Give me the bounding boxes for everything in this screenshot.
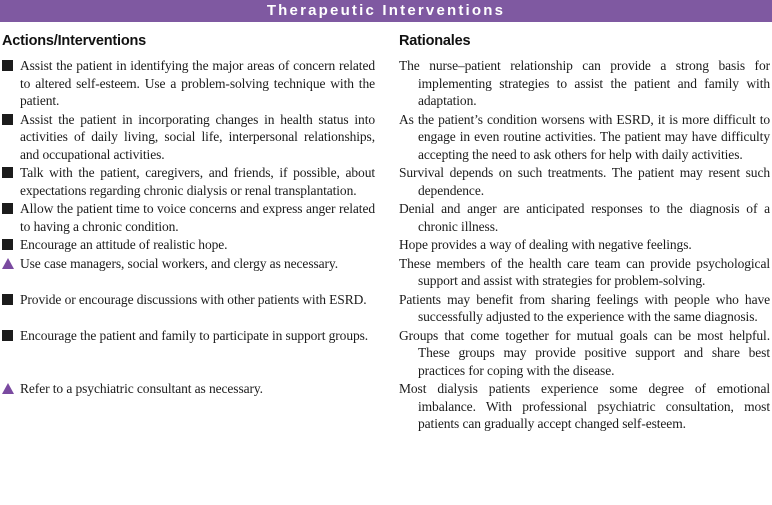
action-text: Provide or encourage discussions with other patients with ESRD. bbox=[20, 291, 367, 307]
table-row-action bbox=[2, 57, 375, 110]
action-text: Encourage an attitude of realistic hope. bbox=[20, 237, 228, 252]
square-bullet-icon bbox=[2, 294, 13, 305]
square-bullet-icon bbox=[2, 203, 13, 214]
triangle-bullet-icon bbox=[2, 383, 14, 394]
square-bullet-icon bbox=[2, 60, 13, 71]
table-row-rationale: The nurse–patient relationship can provide a strong basis for implementing strategies to assist the patient and family with adaptation. bbox=[399, 58, 770, 108]
table-row-rationale: Patients may benefit from sharing feelings with people who have successfully adjusted to the experience with the same diagnosis. bbox=[399, 291, 770, 324]
table-row-action bbox=[2, 236, 375, 254]
table-title: Therapeutic Interventions bbox=[266, 2, 506, 19]
table-row-rationale: Groups that come together for mutual goals can be most helpful. These groups may provide positive support and share best practices for coping with the disease. bbox=[399, 327, 770, 378]
table-row-action bbox=[2, 327, 375, 380]
square-bullet-icon bbox=[2, 239, 13, 250]
table-row-action bbox=[2, 200, 375, 235]
table-row-rationale: Most dialysis patients experience some degree of emotional imbalance. With professional psychiatric consultation, most patients can gradually accept changed self-esteem. bbox=[399, 381, 770, 431]
square-bullet-icon bbox=[2, 330, 13, 341]
table-row-action bbox=[2, 164, 375, 199]
table-row-action bbox=[2, 380, 375, 433]
action-text: Assist the patient in incorporating changes in health status into activities of daily living, social life, interpersonal relationships, and occupational activities. bbox=[20, 111, 375, 162]
square-bullet-icon bbox=[2, 114, 13, 125]
action-text: Use case managers, social workers, and clergy as necessary. bbox=[20, 255, 338, 271]
table-title-bar bbox=[0, 0, 772, 22]
triangle-bullet-icon bbox=[2, 258, 14, 269]
table-row-rationale: These members of the health care team can provide psychological support and assist with strategies for problem-solving. bbox=[399, 255, 770, 288]
actions-column-header: Actions/Interventions bbox=[2, 33, 147, 49]
square-bullet-icon bbox=[2, 167, 13, 178]
table-row-rationale: Hope provides a way of dealing with negative feelings. bbox=[399, 237, 692, 252]
table-row-rationale: Survival depends on such treatments. The patient may resent such dependence. bbox=[399, 165, 770, 198]
table-row-action bbox=[2, 111, 375, 164]
action-text: Refer to a psychiatric consultant as necessary. bbox=[20, 381, 263, 396]
interventions-table bbox=[0, 57, 772, 433]
table-row-action bbox=[2, 255, 375, 290]
rationales-column-header: Rationales bbox=[399, 33, 471, 49]
column-headers bbox=[0, 33, 772, 49]
action-text: Assist the patient in identifying the major areas of concern related to altered self-esteem. Use a problem-solving technique with the patient. bbox=[20, 58, 375, 108]
action-text: Allow the patient time to voice concerns and express anger related to having a chronic condition. bbox=[20, 201, 375, 234]
table-row-action bbox=[2, 291, 375, 326]
table-row-rationale: As the patient’s condition worsens with ESRD, it is more difficult to engage in even routine activities. The patient may have difficulty accepting the need to ask others for help with daily activities. bbox=[399, 111, 770, 162]
action-text: Encourage the patient and family to participate in support groups. bbox=[20, 327, 369, 343]
table-row-rationale: Denial and anger are anticipated responses to the diagnosis of a chronic illness. bbox=[399, 201, 770, 234]
action-text: Talk with the patient, caregivers, and friends, if possible, about expectations regarding chronic dialysis or renal transplantation. bbox=[20, 165, 375, 198]
